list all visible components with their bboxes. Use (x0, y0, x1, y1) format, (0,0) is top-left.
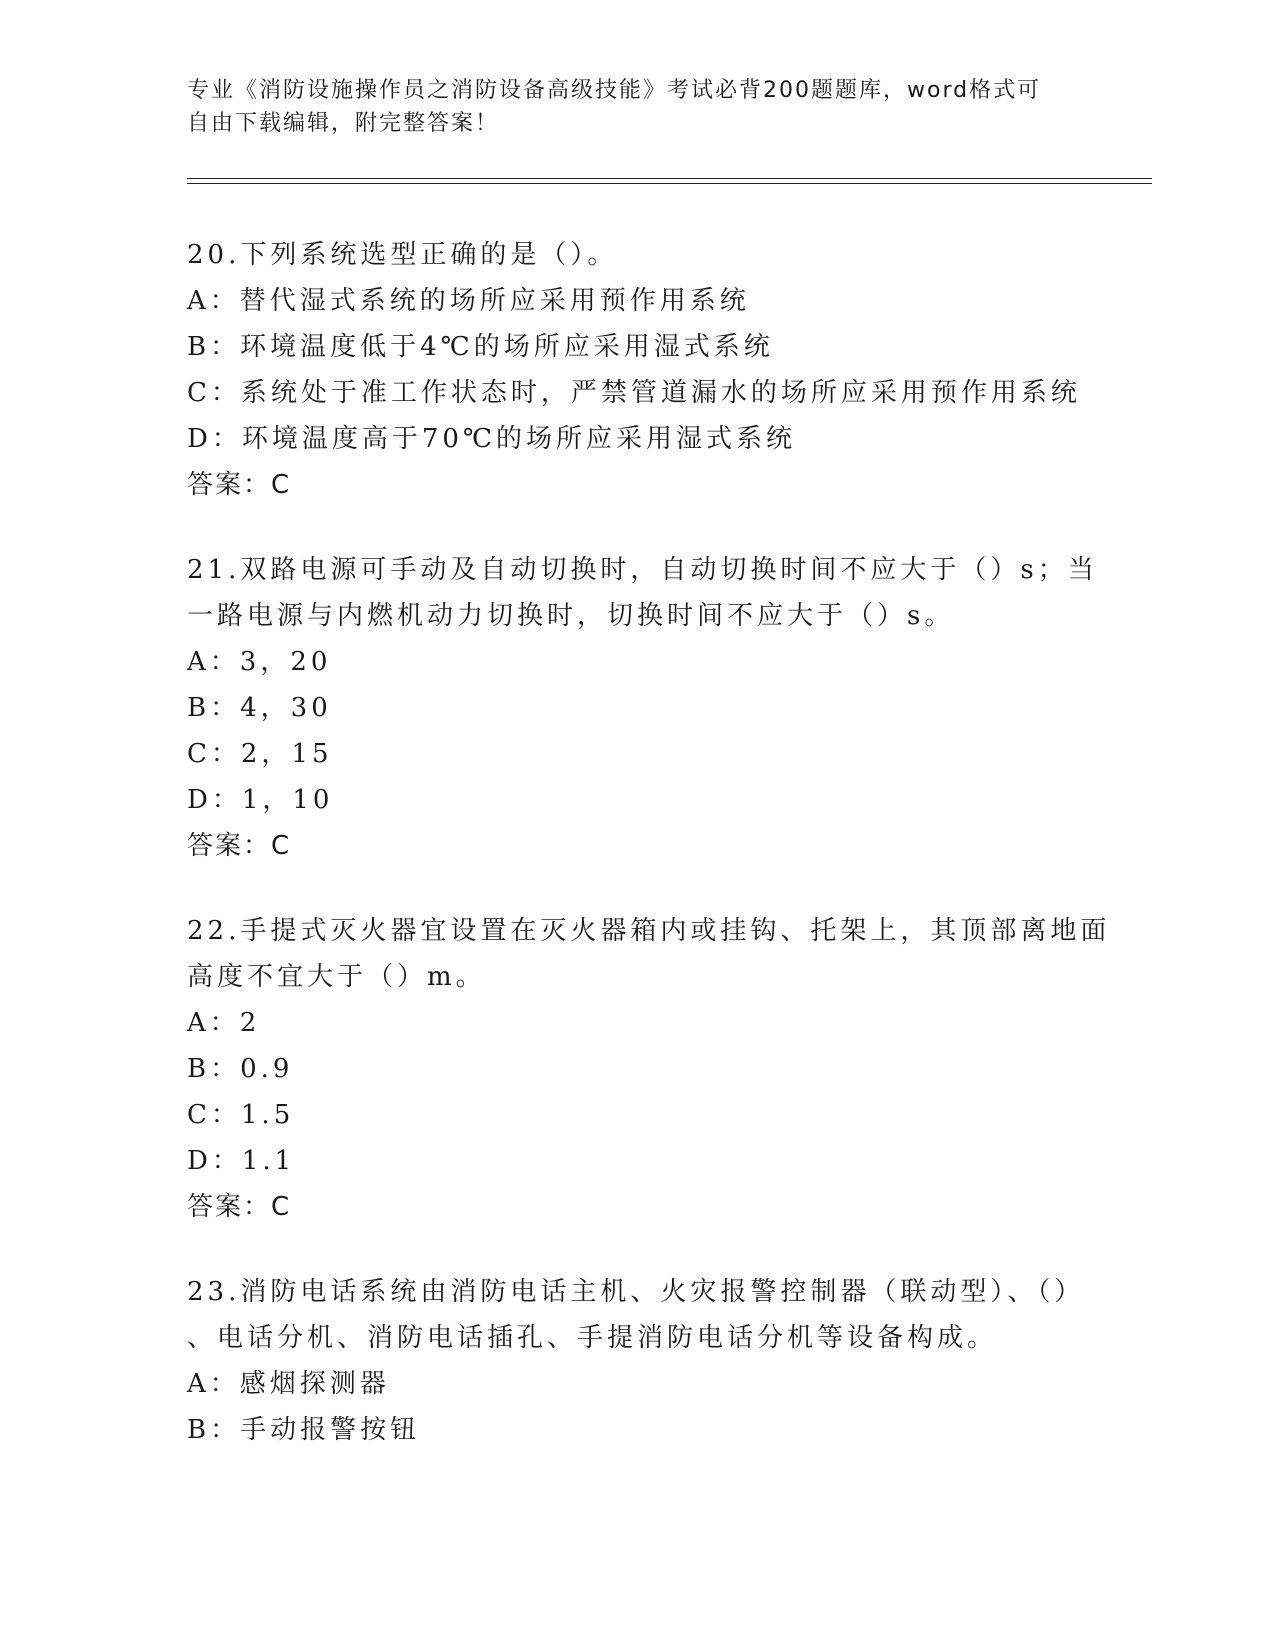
question-22 (187, 908, 1152, 1230)
question-stem: 22.手提式灭火器宜设置在灭火器箱内或挂钩、托架上，其顶部离地面 (187, 916, 1111, 946)
header-divider-bottom (187, 183, 1152, 184)
answer-line: 答案：C (187, 470, 292, 500)
question-stem-continued: 一路电源与内燃机动力切换时，切换时间不应大于（）s。 (187, 601, 955, 631)
header-line-1: 专业《消防设施操作员之消防设备高级技能》考试必背200题题库，word格式可 (187, 78, 1042, 103)
question-20 (187, 232, 1152, 508)
option-a: A：2 (187, 1008, 261, 1038)
question-stem: 20.下列系统选型正确的是（）。 (187, 240, 618, 270)
question-stem-continued: 、电话分机、消防电话插孔、手提消防电话分机等设备构成。 (187, 1323, 998, 1353)
option-c: C：2，15 (187, 739, 333, 769)
option-b: B：4，30 (187, 693, 332, 723)
question-21 (187, 547, 1152, 869)
question-stem-continued: 高度不宜大于（）m。 (187, 962, 486, 992)
question-23 (187, 1269, 1152, 1453)
option-a: A：替代湿式系统的场所应采用预作用系统 (187, 286, 750, 316)
header-divider-top (187, 178, 1152, 179)
option-b: B：0.9 (187, 1054, 294, 1084)
option-a: A：感烟探测器 (187, 1369, 390, 1399)
answer-line: 答案：C (187, 1192, 292, 1222)
answer-line: 答案：C (187, 831, 292, 861)
header-line-2: 自由下载编辑，附完整答案！ (187, 111, 500, 136)
option-a: A：3，20 (187, 647, 332, 677)
option-d: D：环境温度高于70℃的场所应采用湿式系统 (187, 424, 797, 454)
option-c: C：1.5 (187, 1100, 295, 1130)
option-b: B：环境温度低于4℃的场所应采用湿式系统 (187, 332, 774, 362)
option-d: D：1，10 (187, 785, 334, 815)
question-list (187, 232, 1152, 1492)
question-stem: 21.双路电源可手动及自动切换时，自动切换时间不应大于（）s；当 (187, 555, 1098, 585)
option-c: C：系统处于准工作状态时，严禁管道漏水的场所应采用预作用系统 (187, 378, 1081, 408)
option-b: B：手动报警按钮 (187, 1415, 421, 1445)
document-header (187, 74, 1067, 140)
option-d: D：1.1 (187, 1146, 296, 1176)
question-stem: 23.消防电话系统由消防电话主机、火灾报警控制器（联动型）、（） (187, 1277, 1085, 1307)
